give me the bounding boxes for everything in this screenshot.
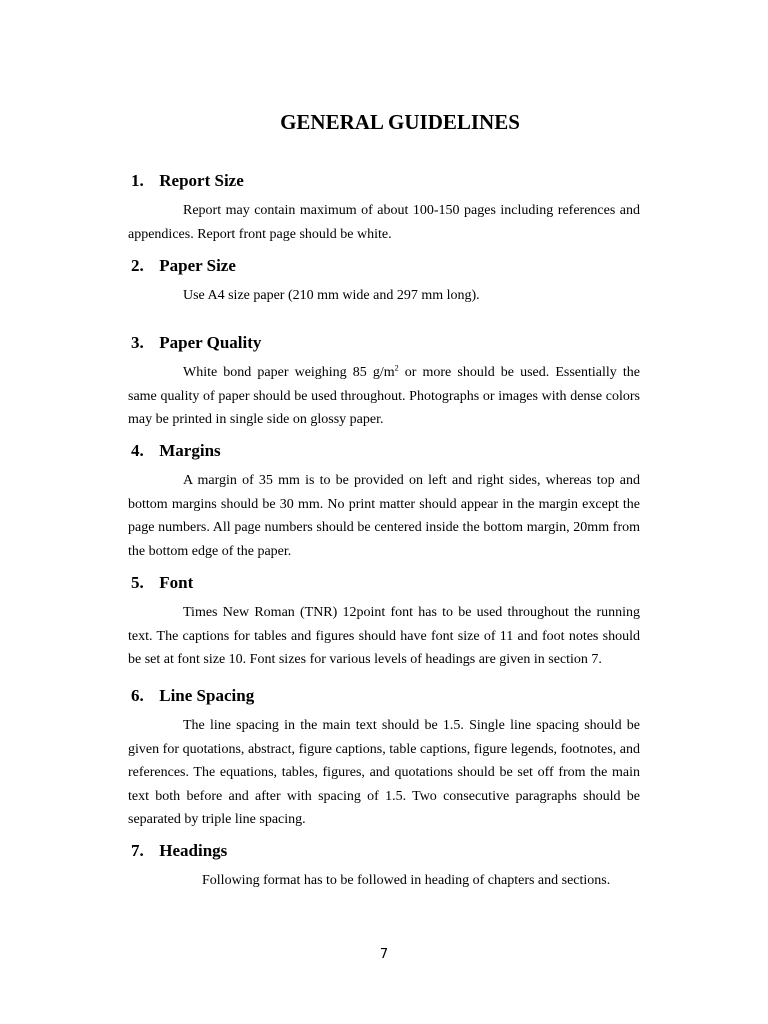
section-heading-paper-size [131, 256, 236, 276]
section-number: 5. [131, 573, 144, 592]
section-body-font: Times New Roman (TNR) 12point font has to be used throughout the running text. The captions for tables and figures should have font size of 11 and foot notes should be set at font size 10. Font sizes for various levels of headings are given in section 7. [128, 605, 640, 667]
section-body-margins: A margin of 35 mm is to be provided on left and right sides, whereas top and bottom margins should be 30 mm. No print matter should appear in the margin except the page numbers. All page numbers should be centered inside the bottom margin, 20mm from the bottom edge of the paper. [128, 473, 640, 559]
section-heading-report-size [131, 171, 244, 191]
section-title: Font [159, 573, 194, 592]
section-title: Paper Size [159, 256, 236, 275]
page-title: GENERAL GUIDELINES [280, 110, 520, 134]
section-title: Margins [159, 441, 221, 460]
section-number: 2. [131, 256, 144, 275]
section-body-paper-quality [128, 361, 640, 432]
section-heading-line-spacing [131, 686, 254, 706]
section-number: 6. [131, 686, 144, 705]
paper-quality-text-start: White bond paper weighing 85 g/m [183, 365, 395, 380]
paper-quality-text-end: or more should be used. Essentially the same quality of paper should be used throughout. Photographs or images with dense colors may be printed in single side on glossy paper. [128, 365, 640, 427]
section-heading-margins [131, 441, 221, 461]
section-title: Headings [159, 841, 228, 860]
section-body-report-size: Report may contain maximum of about 100-150 pages including references and appendices. Report front page should be white. [128, 203, 640, 242]
section-title: Paper Quality [159, 333, 262, 352]
section-body-headings: Following format has to be followed in heading of chapters and sections. [202, 873, 611, 888]
section-heading-headings [131, 841, 227, 861]
page-number: 7 [379, 947, 389, 962]
section-number: 1. [131, 171, 144, 190]
section-title: Report Size [159, 171, 244, 190]
section-number: 7. [131, 841, 144, 860]
section-number: 4. [131, 441, 144, 460]
superscript-two: 2 [394, 363, 399, 373]
section-body-paper-size: Use A4 size paper (210 mm wide and 297 mm long). [183, 288, 480, 303]
section-title: Line Spacing [159, 686, 255, 705]
section-number: 3. [131, 333, 144, 352]
section-heading-paper-quality [131, 333, 261, 353]
section-heading-font [131, 573, 193, 593]
section-body-line-spacing: The line spacing in the main text should be 1.5. Single line spacing should be given for quotations, abstract, figure captions, table captions, figure legends, footnotes, and references. The equations, tables, figures, and quotations should be set off from the main text both before and after with spacing of 1.5. Two consecutive paragraphs should be separated by triple line spacing. [128, 718, 640, 827]
